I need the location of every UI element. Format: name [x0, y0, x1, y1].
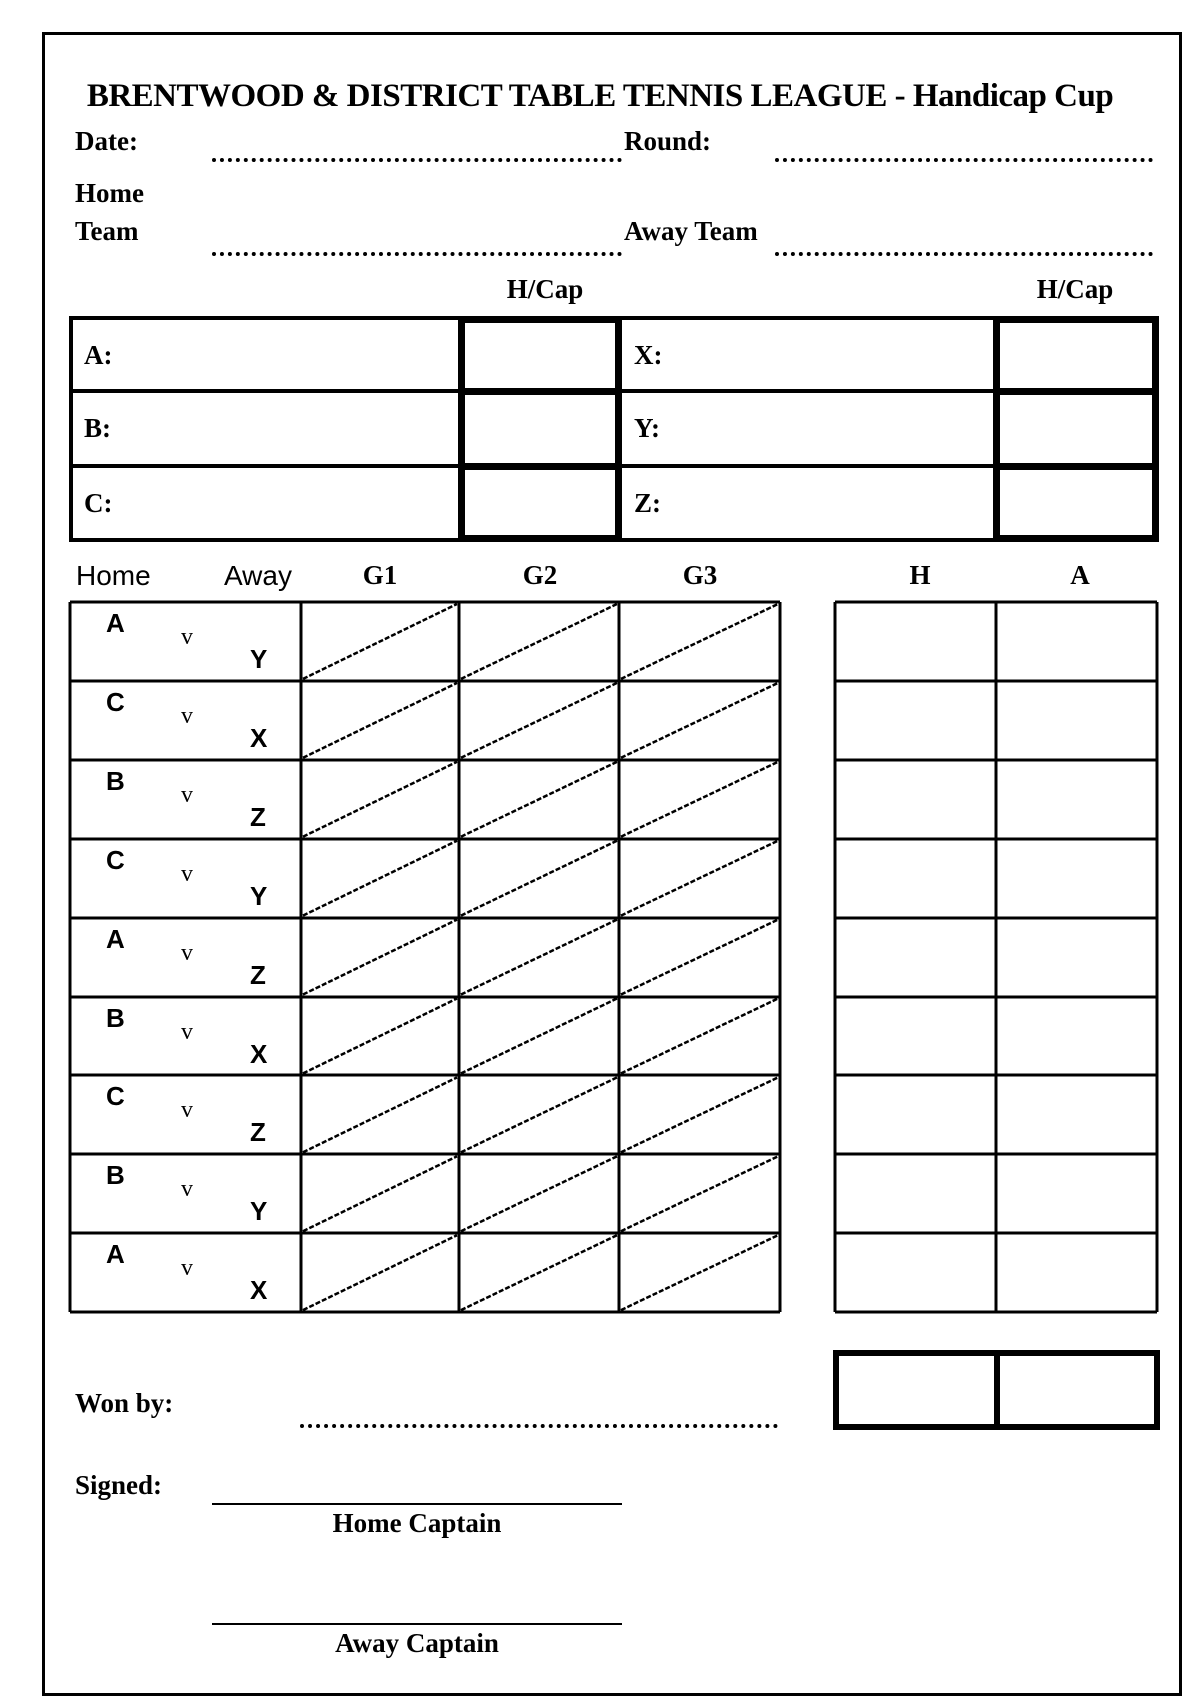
score-cell-a-score[interactable] — [996, 920, 1154, 995]
away-total-field[interactable] — [1000, 1356, 1154, 1424]
match-away-player: Z — [250, 959, 266, 990]
score-cell-h-score[interactable] — [835, 683, 993, 758]
match-row — [70, 918, 1160, 997]
match-home-player: B — [106, 765, 125, 796]
match-versus: v — [181, 1255, 193, 1282]
date-label: Date: — [75, 126, 138, 156]
match-versus: v — [181, 1176, 193, 1203]
home-hcap-header: H/Cap — [506, 274, 584, 304]
home-player-c-label: C: — [84, 488, 113, 518]
match-away-player: X — [250, 722, 268, 753]
away-player-y-label: Y: — [634, 413, 661, 443]
score-cell-h-score[interactable] — [835, 1235, 993, 1310]
match-versus: v — [181, 939, 193, 966]
score-cell-g1[interactable] — [301, 762, 457, 837]
home-team-label-line1: Home — [75, 178, 144, 208]
match-home-player: A — [106, 1239, 125, 1270]
match-row — [70, 1233, 1160, 1312]
match-away-player: Y — [250, 880, 268, 911]
match-home-player: A — [106, 608, 125, 638]
score-cell-a-score[interactable] — [996, 1156, 1154, 1231]
score-cell-g1[interactable] — [301, 1077, 457, 1152]
score-cell-g3[interactable] — [619, 1156, 775, 1231]
score-cell-g2[interactable] — [459, 1235, 615, 1310]
score-cell-g3[interactable] — [619, 604, 775, 679]
match-row — [70, 839, 1160, 918]
score-cell-g2[interactable] — [459, 841, 615, 916]
match-row — [70, 1154, 1160, 1233]
match-away-player: X — [250, 1038, 268, 1069]
match-away-player: Y — [250, 644, 268, 674]
score-cell-a-score[interactable] — [996, 683, 1154, 758]
match-row — [70, 602, 1160, 681]
score-cell-h-score[interactable] — [835, 841, 993, 916]
away-player-x-label: X: — [634, 340, 663, 370]
score-cell-g2[interactable] — [459, 1077, 615, 1152]
score-cell-a-score[interactable] — [996, 604, 1154, 679]
match-home-player: B — [106, 1160, 125, 1191]
score-cell-g1[interactable] — [301, 683, 457, 758]
score-cell-g3[interactable] — [619, 920, 775, 995]
score-cell-h-score[interactable] — [835, 762, 993, 837]
score-cell-a-score[interactable] — [996, 762, 1154, 837]
match-home-player: A — [106, 923, 125, 954]
g1-column-header: G1 — [362, 560, 398, 590]
a-column-header: A — [1070, 560, 1090, 590]
score-cell-a-score[interactable] — [996, 841, 1154, 916]
home-captain-label: Home Captain — [332, 1508, 502, 1538]
away-team-label: Away Team — [624, 216, 758, 246]
away-column-header: Away — [224, 560, 292, 591]
score-cell-g1[interactable] — [301, 999, 457, 1074]
score-cell-g1[interactable] — [301, 1156, 457, 1231]
score-cell-g1[interactable] — [301, 920, 457, 995]
match-versus: v — [181, 1018, 193, 1045]
score-cell-g3[interactable] — [619, 1077, 775, 1152]
away-captain-label: Away Captain — [335, 1628, 499, 1658]
match-versus: v — [181, 860, 193, 887]
score-cell-h-score[interactable] — [835, 604, 993, 679]
match-away-player: Z — [250, 1117, 266, 1148]
score-cell-g2[interactable] — [459, 999, 615, 1074]
match-row — [70, 997, 1160, 1076]
home-player-b-label: B: — [84, 413, 111, 443]
match-row — [70, 681, 1160, 760]
away-player-z-label: Z: — [634, 488, 661, 518]
h-column-header: H — [909, 560, 931, 590]
score-cell-a-score[interactable] — [996, 999, 1154, 1074]
match-versus: v — [181, 702, 193, 729]
score-cell-g1[interactable] — [301, 1235, 457, 1310]
match-versus: v — [181, 781, 193, 808]
score-cell-h-score[interactable] — [835, 1077, 993, 1152]
away-hcap-header: H/Cap — [1036, 274, 1114, 304]
match-away-player: Z — [250, 801, 266, 832]
score-cell-h-score[interactable] — [835, 920, 993, 995]
score-cell-g1[interactable] — [301, 604, 457, 679]
match-versus: v — [181, 1097, 193, 1124]
home-total-field[interactable] — [839, 1356, 994, 1424]
match-away-player: X — [250, 1275, 268, 1306]
match-row — [70, 1075, 1160, 1154]
score-cell-g2[interactable] — [459, 762, 615, 837]
score-cell-g3[interactable] — [619, 1235, 775, 1310]
score-cell-g1[interactable] — [301, 841, 457, 916]
g3-column-header: G3 — [682, 560, 718, 590]
score-cell-g2[interactable] — [459, 920, 615, 995]
signed-label: Signed: — [75, 1470, 163, 1500]
match-away-player: Y — [250, 1196, 268, 1227]
score-cell-g3[interactable] — [619, 683, 775, 758]
match-home-player: C — [106, 686, 125, 717]
score-cell-g2[interactable] — [459, 683, 615, 758]
score-cell-h-score[interactable] — [835, 1156, 993, 1231]
won-by-field[interactable] — [300, 1424, 778, 1428]
score-cell-h-score[interactable] — [835, 999, 993, 1074]
round-label: Round: — [624, 126, 712, 156]
home-captain-signature-line[interactable] — [212, 1503, 622, 1505]
won-by-label: Won by: — [75, 1388, 174, 1418]
score-cell-a-score[interactable] — [996, 1077, 1154, 1152]
home-column-header: Home — [76, 560, 151, 591]
score-cell-g2[interactable] — [459, 1156, 615, 1231]
score-cell-g2[interactable] — [459, 604, 615, 679]
score-cell-g3[interactable] — [619, 841, 775, 916]
score-cell-g3[interactable] — [619, 762, 775, 837]
match-home-player: B — [106, 1002, 125, 1033]
score-cell-a-score[interactable] — [996, 1235, 1154, 1310]
home-player-a-label: A: — [84, 340, 113, 370]
page-title: BRENTWOOD & DISTRICT TABLE TENNIS LEAGUE - Handicap Cup — [86, 78, 1114, 114]
match-row — [70, 760, 1160, 839]
match-home-player: C — [106, 844, 125, 875]
away-captain-signature-line[interactable] — [212, 1623, 622, 1625]
home-team-label-line2: Team — [75, 216, 139, 246]
match-versus: v — [181, 624, 193, 650]
g2-column-header: G2 — [522, 560, 558, 590]
match-home-player: C — [106, 1081, 125, 1112]
score-cell-g3[interactable] — [619, 999, 775, 1074]
